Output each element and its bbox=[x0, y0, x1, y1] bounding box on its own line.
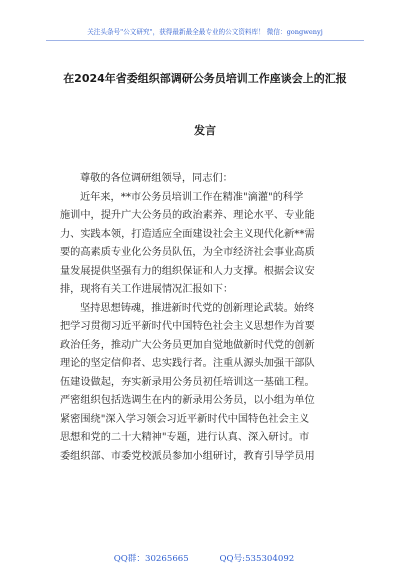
text-line: 量发展提供坚强有力的组织保证和人力支撑。根据会议安 bbox=[60, 265, 315, 277]
paragraph-1 bbox=[60, 189, 352, 300]
text-line: 理论的坚定信仰者、忠实践行者。注重从源头加强干部队 bbox=[60, 358, 315, 369]
text-line: 思想和党的二十大精神"专题，进行认真、深入研讨。市 bbox=[60, 432, 310, 443]
text-line: 伍建设做起，夯实新录用公务员初任培训这一基础工程。 bbox=[60, 376, 315, 388]
text-line: 坚持思想铸魂，推进新时代党的创新理论武装。始终 bbox=[80, 302, 315, 314]
paragraph-2 bbox=[60, 300, 352, 467]
document-title-line2: 发言 bbox=[194, 124, 216, 137]
text-line: 力、实践本领，打造适应全面建设社会主义现代化新**需 bbox=[60, 228, 315, 240]
page-header-banner: 关注头条号"公文研究"，获得最新最全最专业的公文资料库！ 微信：gongwenyj bbox=[46, 24, 364, 41]
text-line: 政治任务，推动广大公务员更加自觉地做新时代党的创新 bbox=[60, 339, 315, 351]
footer-qq-number: QQ号:535304092 bbox=[219, 554, 295, 564]
text-line: 紧密围绕"深入学习领会习近平新时代中国特色社会主义 bbox=[60, 413, 310, 425]
footer-qq-group: QQ群：30265665 bbox=[113, 554, 189, 564]
text-line: 把学习贯彻习近平新时代中国特色社会主义思想作为首要 bbox=[60, 321, 315, 332]
text-line: 要的高素质专业化公务员队伍，为全市经济社会事业高质 bbox=[60, 247, 315, 258]
text-line: 排，现将有关工作进展情况汇报如下： bbox=[60, 284, 234, 295]
text-line: 严密组织包括选调生在内的新录用公务员，以小组为单位 bbox=[60, 395, 315, 406]
text-line: 施训中，提升广大公务员的政治素养、理论水平、专业能 bbox=[60, 210, 315, 221]
document-body bbox=[60, 170, 352, 466]
text-line: 近年来，**市公务员培训工作在精准"滴灌"的科学 bbox=[80, 191, 304, 203]
text-line: 尊敬的各位调研组领导，同志们： bbox=[80, 173, 233, 184]
page-footer bbox=[0, 552, 408, 564]
salutation bbox=[60, 170, 352, 189]
text-line: 委组织部、市委党校派员参加小组研讨，教育引导学员用 bbox=[60, 450, 315, 462]
document-title-line1: 在2024年省委组织部调研公务员培训工作座谈会上的汇报 bbox=[63, 72, 347, 85]
